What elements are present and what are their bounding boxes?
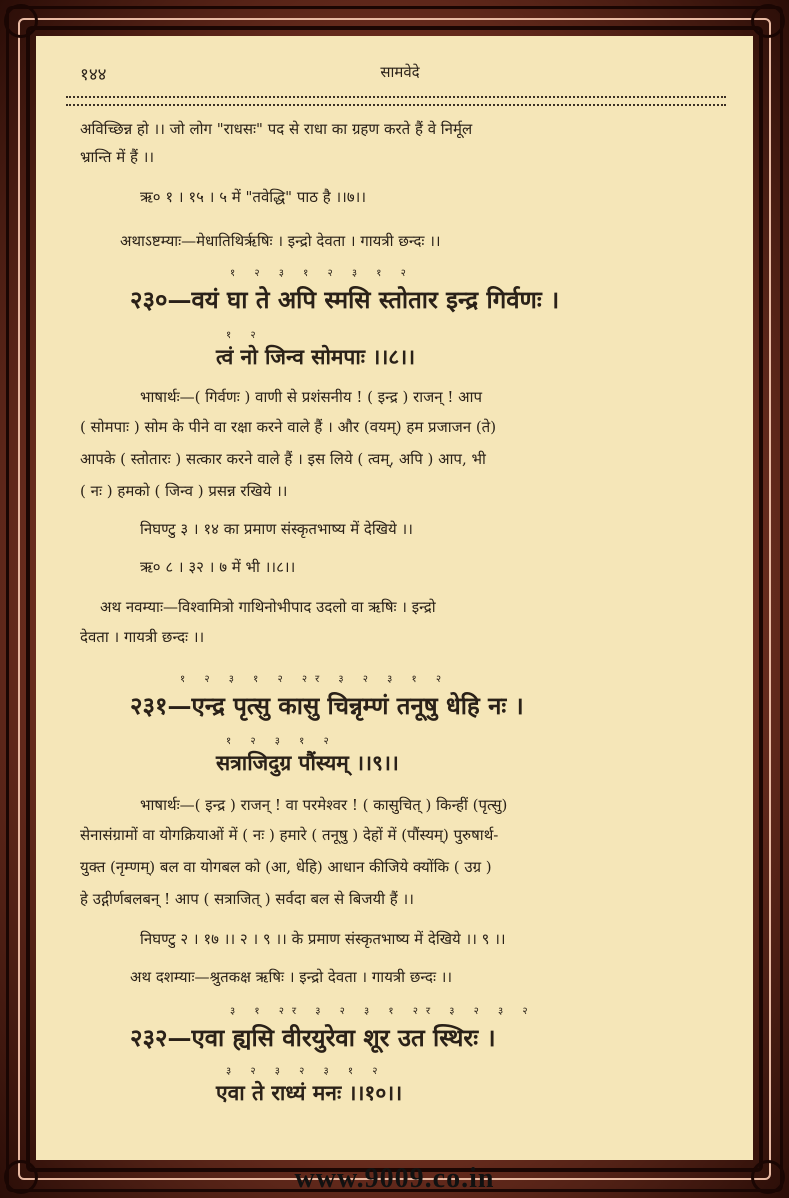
book-title: सामवेदे (380, 63, 420, 81)
svara-marks: ३ १ २र ३ २ ३ १ २र ३ २ ३ २ (230, 1006, 536, 1017)
rishi-line: अथ नवम्याः—विश्वामित्रो गाथिनोभीपाद उदलो वा ऋषिः । इन्द्रो (100, 598, 436, 616)
mantra-230-line2: त्वं नो जिन्व सोमपाः ।।८।। (216, 344, 416, 369)
page-header (80, 62, 720, 86)
svara-marks: ३ २ ३ २ ३ १ २ (226, 1066, 386, 1077)
text-line: भ्रान्ति में हैं ।। (80, 148, 155, 166)
meaning-line: हे उद्गीर्णबलबन् ! आप ( सत्राजित् ) सर्वदा बल से बिजयी हैं ।। (80, 890, 414, 908)
rishi-line: अथ दशम्याः—श्रुतकक्ष ऋषिः । इन्द्रो देवता । गायत्री छन्दः ।। (130, 968, 453, 986)
mantra-232-line2: एवा ते राध्यं मनः ।।१०।। (216, 1080, 403, 1105)
rishi-line: देवता । गायत्री छन्दः ।। (80, 628, 205, 646)
mantra-230: २३०—वयं घा ते अपि स्मसि स्तोतार इन्द्र गिर्वणः । (130, 285, 560, 314)
svara-marks: १ २ ३ १ २ ३ १ २ (230, 268, 414, 279)
meaning-line: सेनासंग्रामों वा योगक्रियाओं में ( नः ) हमारे ( तनूषु ) देहों में (पौंस्यम्) पुरुषार्थ- (80, 826, 499, 844)
meaning-line: आपके ( स्तोतारः ) सत्कार करने वाले हैं । इस लिये ( त्वम्, अपि ) आप, भी (80, 450, 486, 468)
mantra-232: २३२—एवा ह्यसि वीरयुरेवा शूर उत स्थिरः । (130, 1023, 496, 1052)
reference-line: ऋ० ८ । ३२ । ७ में भी ।।८।। (140, 558, 296, 576)
website-footer: www.9009.co.in (294, 1163, 495, 1194)
text-line: अविच्छिन्न हो ।। जो लोग "राधसः" पद से राधा का ग्रहण करते हैं वे निर्मूल (80, 120, 473, 138)
reference-line: निघण्टु २ । १७ ।। २ । ९ ।। के प्रमाण संस्कृतभाष्य में देखिये ।। ९ ।। (140, 930, 506, 948)
meaning-line: भाषार्थः—( गिर्वणः ) वाणी से प्रशंसनीय ! ( इन्द्र ) राजन् ! आप (140, 388, 482, 406)
meaning-line: ( सोमपाः ) सोम के पीने वा रक्षा करने वाले हैं । और (वयम्) हम प्रजाजन (ते) (80, 418, 497, 436)
page-number: १४४ (80, 65, 107, 85)
corner-ornament-icon (4, 4, 38, 38)
header-divider (66, 96, 726, 106)
mantra-231-line2: सत्राजिदुग्र पौंस्यम् ।।९।। (216, 750, 399, 775)
svara-marks: १ २ (226, 330, 264, 341)
mantra-231: २३१—एन्द्र पृत्सु कासु चिन्नृम्णं तनूषु धेहि नः । (130, 691, 524, 720)
reference-line: ऋ० १ । १५ । ५ में "तवेद्धि" पाठ है ।।७।। (140, 188, 367, 206)
corner-ornament-icon (751, 4, 785, 38)
meaning-line: भाषार्थः—( इन्द्र ) राजन् ! वा परमेश्वर ! ( कासुचित् ) किन्हीं (पृत्सु) (140, 796, 508, 814)
rishi-line: अथाऽष्टम्याः—मेधातिथिर्ऋषिः । इन्द्रो देवता । गायत्री छन्दः ।। (120, 232, 441, 250)
book-page (36, 36, 753, 1160)
svara-marks: १ २ ३ १ २ २र ३ २ ३ १ २ (180, 674, 450, 685)
svara-marks: १ २ ३ १ २ (226, 736, 337, 747)
meaning-line: युक्त (नृम्णम्) बल वा योगबल को (आ, धेहि) आधान कीजिये क्योंकि ( उग्र ) (80, 858, 492, 876)
meaning-line: ( नः ) हमको ( जिन्व ) प्रसन्न रखिये ।। (80, 482, 288, 500)
reference-line: निघण्टु ३ । १४ का प्रमाण संस्कृतभाष्य में देखिये ।। (140, 520, 413, 538)
